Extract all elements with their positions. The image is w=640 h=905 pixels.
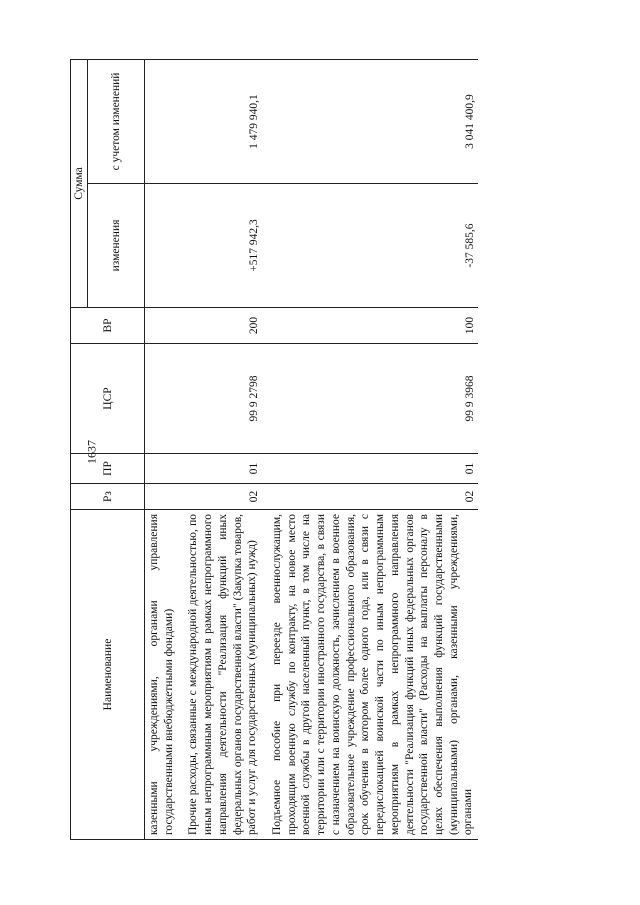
header-rz: Рз bbox=[71, 484, 145, 510]
header-row-1 bbox=[71, 59, 88, 839]
row-csr bbox=[145, 344, 179, 454]
row-pr: 01 bbox=[178, 454, 262, 484]
row-pr: 01 bbox=[262, 454, 478, 484]
row-name: Подъемное пособие при переезде военнослужащим, проходящим военную службу по контракту, на новое место военной службы в другой населенный пункт, в том числе на территории или с территории иностранного государства, в связи с назначением на воинскую должность, зачислением в военное образовательное учреждение профессионального образования, срок обучения в котором более одного года, или в связи с передислокацией воинской части по иным непрограммным мероприятиям в рамках непрограммного направления деятельности "Реализация функций иных федеральных органов государственной власти" (Расходы на выплаты персоналу в целях обеспечения выполнения функций государственными (муниципальными) органами, казенными учреждениями, органами bbox=[262, 510, 478, 840]
row-total: 1 479 940,1 bbox=[178, 59, 262, 183]
row-total bbox=[145, 59, 179, 183]
header-sum: Сумма bbox=[71, 59, 88, 307]
row-vr: 200 bbox=[178, 308, 262, 344]
header-with-changes: с учетом изменений bbox=[88, 59, 145, 183]
row-vr bbox=[145, 308, 179, 344]
header-changes: изменения bbox=[88, 184, 145, 308]
row-changes: +517 942,3 bbox=[178, 184, 262, 308]
table-row bbox=[145, 59, 179, 839]
table-row bbox=[178, 59, 262, 839]
header-name: Наименование bbox=[71, 510, 145, 840]
row-csr: 99 9 3968 bbox=[262, 344, 478, 454]
row-rz: 02 bbox=[178, 484, 262, 510]
budget-table bbox=[70, 59, 478, 840]
header-csr: ЦСР bbox=[71, 344, 145, 454]
budget-table-sheet bbox=[70, 60, 580, 840]
row-name: казенными учреждениями, органами управления государственными внебюджетными фондами) bbox=[145, 510, 179, 840]
row-csr: 99 9 2798 bbox=[178, 344, 262, 454]
page-number: 1637 bbox=[84, 440, 99, 464]
row-rz bbox=[145, 484, 179, 510]
row-name: Прочие расходы, связанные с международной деятельностью, по иным непрограммным мероприятиям в рамках непрограммного направления деятельности "Реализация функций иных федеральных органов государственной власти" (Закупка товаров, работ и услуг для государственных (муниципальных) нужд) bbox=[178, 510, 262, 840]
row-total: 3 041 400,9 bbox=[262, 59, 478, 183]
row-vr: 100 bbox=[262, 308, 478, 344]
table-row bbox=[262, 59, 478, 839]
row-changes bbox=[145, 184, 179, 308]
header-pr: ПР bbox=[71, 454, 145, 484]
row-changes: -37 585,6 bbox=[262, 184, 478, 308]
header-vr: ВР bbox=[71, 308, 145, 344]
row-rz: 02 bbox=[262, 484, 478, 510]
row-pr bbox=[145, 454, 179, 484]
